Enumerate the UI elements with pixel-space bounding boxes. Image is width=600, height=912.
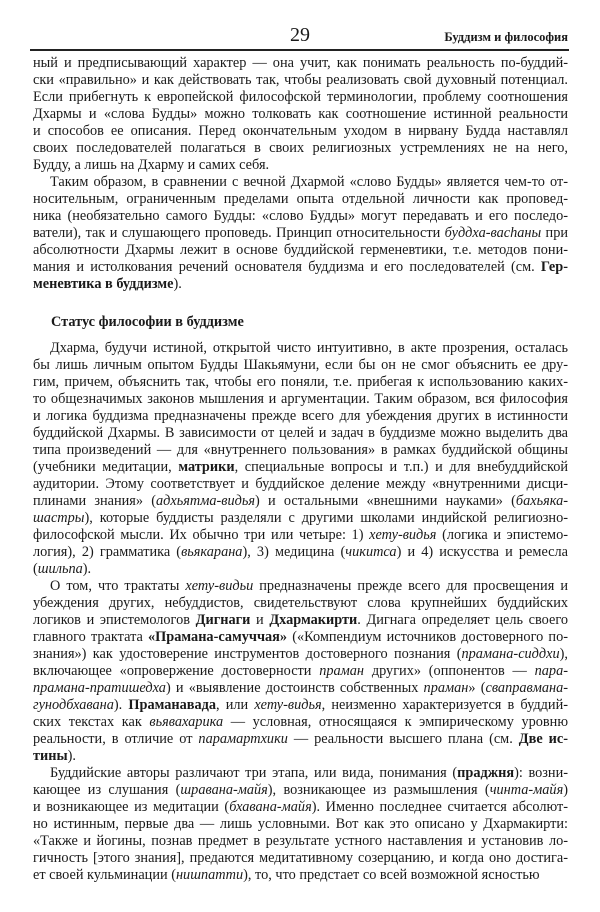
text-segment: Таким образом, в сравнении с вечной Дхармой «слово Будды» является чем-то от- (50, 174, 568, 190)
italic-term: праман (319, 663, 365, 679)
text-line (33, 782, 568, 799)
bold-term: праджня (457, 765, 515, 781)
bold-term: Гер- (540, 259, 568, 275)
italic-term: прамана-сиддхи (461, 646, 560, 662)
text-segment: и (250, 612, 270, 628)
top-text-block (33, 55, 568, 293)
text-segment: , специальные вопросы и т.п.) и для внебуддийской (234, 459, 568, 475)
text-line (33, 527, 568, 544)
bold-term: меневтика в буддизме (33, 276, 174, 292)
text-segment: . Дигнага определяет цель своего (357, 612, 568, 628)
text-line (33, 510, 568, 527)
text-segment: аудитории. Этому соответствует и буддийское деление между «внутренними дисци- (33, 476, 568, 492)
text-line (33, 578, 568, 595)
text-segment: ), которые буддисты разделяли с другими школами индийской религиозно- (84, 510, 568, 526)
text-line (33, 106, 568, 123)
text-line (33, 72, 568, 89)
text-segment: » ( (468, 680, 486, 696)
italic-term: вьявахарика (149, 714, 224, 730)
page-number: 29 (290, 24, 310, 46)
paragraph (33, 55, 568, 174)
text-segment: Если прибегнуть к европейской философской терминологии, проблему соотношения (33, 89, 568, 105)
italic-term: шильпа (37, 561, 83, 577)
italic-term: хету-видья (369, 527, 437, 543)
text-line (33, 561, 568, 578)
text-segment: (логика и эпистемо- (436, 527, 568, 543)
text-line (33, 816, 568, 833)
text-segment: , или (216, 697, 255, 713)
italic-term: чикитса (345, 544, 397, 560)
italic-term: бахьяка- (515, 493, 568, 509)
text-segment: бы лишь личным опытом Будды Шакьямуни, если бы он не смог объяснить ее дру- (33, 357, 568, 373)
text-line (33, 442, 568, 459)
text-segment: ). Именно последнее считается абсолют- (311, 799, 568, 815)
text-line (33, 157, 568, 174)
text-line (33, 408, 568, 425)
text-line (33, 374, 568, 391)
text-segment: знания») как удостоверение инструментов достоверного познания ( (33, 646, 462, 662)
text-segment: ватели), так и слушающего проповедь. Принцип относительности (33, 225, 445, 241)
italic-term: хету-видья (254, 697, 322, 713)
text-line (33, 697, 568, 714)
text-segment: ) и остальными «внешними науками» ( (255, 493, 516, 509)
text-segment: философской мысли. Их обычно три или четыре: 1) (33, 527, 370, 543)
text-line (33, 833, 568, 850)
text-line (33, 276, 568, 293)
italic-term: бхавана-майя (229, 799, 312, 815)
running-title: Буддизм и философия (444, 30, 568, 44)
text-segment: — реальности высшего плана (см. (287, 731, 519, 747)
text-segment: Будду, а лишь на Дхарму и самих себя. (33, 157, 270, 173)
text-segment: гичность [этого знания], предаются медитативному созерцанию, и когда оно достига- (33, 850, 568, 866)
text-line (33, 191, 568, 208)
text-line (33, 646, 568, 663)
bold-term: Дигнаги (195, 612, 251, 628)
text-segment: ). (113, 697, 129, 713)
text-line (33, 174, 568, 191)
text-segment: ника (необязательно самого Будды: «слово Будды» могут передавать и его последо- (33, 208, 568, 224)
bold-term: Дхармакирти (269, 612, 358, 628)
text-segment: гим, причем, объяснить так, чтобы его поняли, т.е. прибегая к использованию каких- (33, 374, 568, 390)
text-segment: ) и «выявление достоинств собственных (165, 680, 424, 696)
italic-term: праман (423, 680, 469, 696)
bold-term: матрики (178, 459, 235, 475)
text-segment: («Компендиум источников достоверного по- (287, 629, 568, 645)
text-segment: своих последователей полагаться в своих религиозных устремлениях не на него, (33, 140, 568, 156)
bold-term: Праманавада (128, 697, 217, 713)
text-line (33, 225, 568, 242)
text-line (33, 208, 568, 225)
text-segment: предназначены прежде всего для просвещения и (253, 578, 568, 594)
italic-term: шастры (33, 510, 85, 526)
text-line (33, 748, 568, 765)
text-segment: но истинным, первые два — лишь условными. Вот как это описано у Дхармакирти: (33, 816, 568, 832)
text-segment: ), то, что предстает со всей возможной ясностью (243, 867, 540, 883)
bottom-text-block (33, 340, 568, 884)
text-segment: , неизменно характеризуется в буддий- (321, 697, 568, 713)
paragraph (33, 765, 568, 884)
text-segment: Дхармы и «слова Будды» можно толковать как соотношение истинной реальности (33, 106, 568, 122)
text-segment: ски «правильно» и как действовать так, чтобы реализовать свой духовный потенциал. (33, 72, 568, 88)
text-segment: ) и 4) искусства и ремесла (396, 544, 568, 560)
text-line (33, 259, 568, 276)
paragraph (33, 578, 568, 765)
italic-term: сваправмана- (485, 680, 568, 696)
italic-term: чинта-майя (489, 782, 564, 798)
italic-term: шравана-майя (180, 782, 268, 798)
text-line (33, 123, 568, 140)
text-segment: ). (67, 748, 77, 764)
text-segment: логия), 2) грамматика ( (33, 544, 182, 560)
text-segment: включающее «опровержение достоверности (33, 663, 320, 679)
italic-term: адхьятма-видья (156, 493, 255, 509)
text-segment: ): возни- (514, 765, 568, 781)
text-segment: абсолютности Дхармы лежит в основе буддийской герменевтики, т.е. методов пони- (33, 242, 568, 258)
text-segment: убеждения других, небуддистов, свидетельствуют слова крупнейших буддийских (33, 595, 568, 611)
paragraph (33, 174, 568, 293)
text-segment: то общезначимых законов мышления и аргументации. Таким образом, вся философия (33, 391, 568, 407)
text-line (33, 459, 568, 476)
text-segment: Дхарма, будучи истиной, открытой чисто интуитивно, в акте прозрения, осталась (50, 340, 568, 356)
text-line (33, 391, 568, 408)
text-line (33, 612, 568, 629)
text-segment: и логика буддизма предназначены прежде всего для убеждения других в истинности (33, 408, 568, 424)
italic-term: пара- (534, 663, 568, 679)
bold-term: «Прамана-самуччая» (148, 629, 288, 645)
paragraph (33, 340, 568, 578)
text-segment: буддийской Дхармы. В зависимости от целей и задач в буддизме можно выделить два (33, 425, 568, 441)
text-segment: — условная, относящаяся к эмпирическому уровню (223, 714, 568, 730)
text-segment: плинами знания» ( (33, 493, 157, 509)
text-segment: ). (173, 276, 182, 292)
text-line (33, 629, 568, 646)
section-heading: Статус философии в буддизме (51, 314, 244, 330)
text-line (33, 357, 568, 374)
text-segment: ских текстах как (33, 714, 150, 730)
text-line (33, 765, 568, 782)
text-segment: ), 3) медицина ( (242, 544, 346, 560)
italic-term: прамана-пратишедха (33, 680, 166, 696)
text-segment: ( (33, 561, 38, 577)
text-line (33, 867, 568, 884)
text-line (33, 340, 568, 357)
text-segment: типа произведений — для «внутреннего пользования» в рамках буддийской общины (33, 442, 568, 458)
italic-term: парамартхики (198, 731, 288, 747)
text-line (33, 595, 568, 612)
text-line (33, 731, 568, 748)
text-line (33, 89, 568, 106)
text-line (33, 242, 568, 259)
italic-term: хету-видьи (185, 578, 254, 594)
text-line (33, 850, 568, 867)
text-line (33, 680, 568, 697)
text-segment: ). (82, 561, 92, 577)
header-rule (30, 49, 569, 51)
text-line (33, 140, 568, 157)
italic-term: вьякарана (181, 544, 243, 560)
text-segment: главного трактата (33, 629, 149, 645)
text-segment: ет своей кульминации ( (33, 867, 176, 883)
text-segment: других» (оппонентов — (364, 663, 535, 679)
text-segment: ), возникающее из размышления ( (267, 782, 490, 798)
text-line (33, 476, 568, 493)
text-line (33, 714, 568, 731)
text-line (33, 493, 568, 510)
text-segment: реальности, в отличие от (33, 731, 199, 747)
text-segment: носительным, ограниченным пределами опыта отдельной личности как проповед- (33, 191, 568, 207)
text-segment: (учебники медитации, (33, 459, 179, 475)
text-line (33, 544, 568, 561)
text-segment: кающее из слушания ( (33, 782, 181, 798)
text-segment: мания и истолкования речений основателя буддизма и его последователей (см. (33, 259, 541, 275)
text-segment: ный и предписывающий характер — она учит, как понимать реальность по-буддий- (33, 55, 568, 71)
text-line (33, 425, 568, 442)
text-line (33, 663, 568, 680)
text-line (33, 799, 568, 816)
bold-term: тины (33, 748, 68, 764)
text-segment: О том, что трактаты (50, 578, 186, 594)
text-segment: и способов ее описания. Перед окончательным уходом в нирвану Будда наставлял (33, 123, 568, 139)
text-segment: при (541, 225, 568, 241)
italic-term: буддха-ваchаны (444, 225, 542, 241)
italic-term: гунодбхавана (33, 697, 114, 713)
text-segment: ), (559, 646, 568, 662)
text-segment: Буддийские авторы различают три этапа, или вида, понимания ( (50, 765, 458, 781)
text-segment: логиков и эпистемологов (33, 612, 196, 628)
text-segment: и возникающее из медитации ( (33, 799, 230, 815)
italic-term: нишпатти (175, 867, 244, 883)
text-segment: ) (563, 782, 568, 798)
text-segment: «Также и йогины, познав предмет в результате устного наставления и установив ло- (33, 833, 568, 849)
bold-term: Две ис- (518, 731, 568, 747)
text-line (33, 55, 568, 72)
